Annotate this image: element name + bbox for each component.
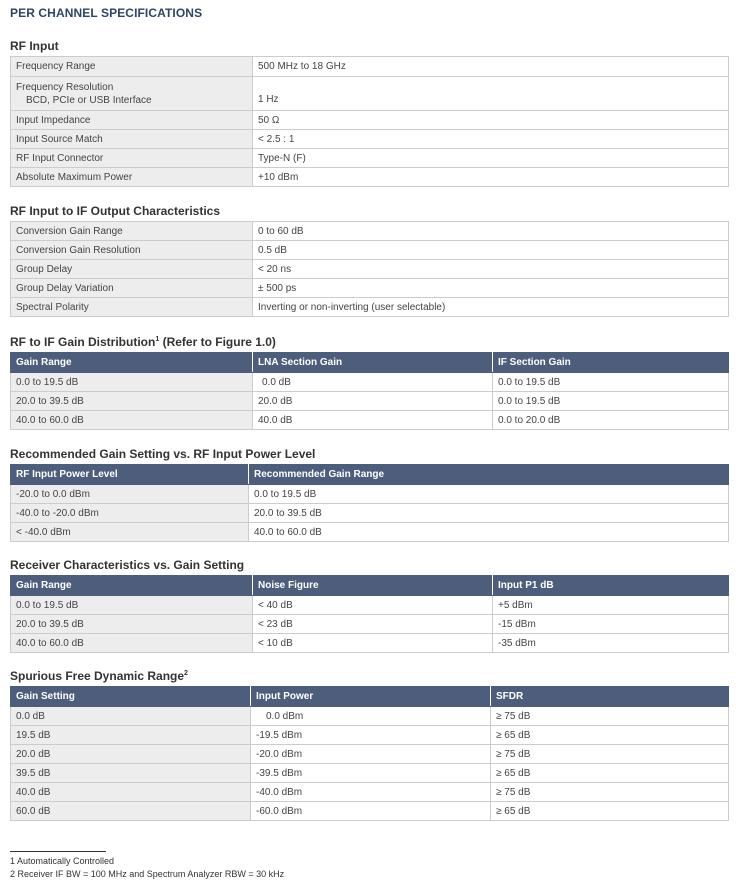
table-cell: 0.0 dB — [11, 707, 251, 726]
spec-value: 0 to 60 dB — [253, 222, 729, 241]
column-header: SFDR — [491, 687, 729, 707]
section-title-rf-if: RF Input to IF Output Characteristics — [10, 204, 221, 218]
table-row — [11, 485, 729, 504]
table-cell: ≥ 65 dB — [491, 764, 729, 783]
spec-label: Conversion Gain Range — [11, 222, 253, 241]
table-header-row — [11, 465, 729, 485]
table-cell: 40.0 to 60.0 dB — [249, 523, 729, 542]
spec-value: +10 dBm — [253, 168, 729, 187]
recommended-gain-table — [10, 464, 729, 542]
table-cell: < 10 dB — [253, 634, 493, 653]
gain-distribution-table — [10, 352, 729, 430]
table-cell: -19.5 dBm — [251, 726, 491, 745]
page-title: PER CHANNEL SPECIFICATIONS — [10, 6, 203, 20]
section-title-sfdr — [10, 669, 188, 683]
table-row — [11, 57, 729, 77]
spec-label: Absolute Maximum Power — [11, 168, 253, 187]
table-cell: -60.0 dBm — [251, 802, 491, 821]
table-row — [11, 764, 729, 783]
table-row — [11, 783, 729, 802]
rf-input-table — [10, 56, 729, 187]
table-row — [11, 298, 729, 317]
table-row — [11, 77, 729, 111]
table-cell: 20.0 to 39.5 dB — [11, 392, 253, 411]
spec-label: Conversion Gain Resolution — [11, 241, 253, 260]
spec-label: Group Delay Variation — [11, 279, 253, 298]
spec-label: RF Input Connector — [11, 149, 253, 168]
table-cell: ≥ 75 dB — [491, 707, 729, 726]
table-cell: 19.5 dB — [11, 726, 251, 745]
table-row — [11, 634, 729, 653]
gain-dist-title: RF to IF Gain Distribution — [10, 335, 156, 349]
spec-value: 1 Hz — [253, 77, 729, 111]
table-cell: 0.0 dBm — [251, 707, 491, 726]
spec-label-line2: BCD, PCIe or USB Interface — [26, 94, 152, 106]
footnote-2: 2 Receiver IF BW = 100 MHz and Spectrum Analyzer RBW = 30 kHz — [10, 869, 285, 879]
table-cell: 0.0 to 19.5 dB — [493, 373, 729, 392]
table-row — [11, 130, 729, 149]
table-cell: 0.0 dB — [253, 373, 493, 392]
table-header-row — [11, 576, 729, 596]
table-cell: ≥ 65 dB — [491, 802, 729, 821]
column-header: LNA Section Gain — [253, 353, 493, 373]
rf-if-table — [10, 221, 729, 317]
column-header: Gain Range — [11, 353, 253, 373]
table-cell: 0.0 to 19.5 dB — [493, 392, 729, 411]
table-cell: 40.0 dB — [11, 783, 251, 802]
table-cell: 60.0 dB — [11, 802, 251, 821]
table-row — [11, 222, 729, 241]
footnote-ref: 1 — [155, 336, 160, 343]
spec-label: Input Source Match — [11, 130, 253, 149]
table-header-row — [11, 687, 729, 707]
spec-label — [11, 77, 253, 111]
spec-value: ± 500 ps — [253, 279, 729, 298]
table-cell: < 23 dB — [253, 615, 493, 634]
sfdr-table — [10, 686, 729, 821]
footnote-divider — [10, 851, 106, 852]
table-cell: 0.0 to 19.5 dB — [11, 373, 253, 392]
column-header: Gain Setting — [11, 687, 251, 707]
table-row — [11, 726, 729, 745]
section-title-receiver: Receiver Characteristics vs. Gain Setting — [10, 558, 245, 572]
table-cell: < -40.0 dBm — [11, 523, 249, 542]
table-cell: -20.0 to 0.0 dBm — [11, 485, 249, 504]
spec-value: < 2.5 : 1 — [253, 130, 729, 149]
footnote-1: 1 Automatically Controlled — [10, 856, 115, 866]
section-title-rf-input: RF Input — [10, 39, 59, 53]
table-cell: -20.0 dBm — [251, 745, 491, 764]
table-cell: -35 dBm — [493, 634, 729, 653]
table-cell: -39.5 dBm — [251, 764, 491, 783]
column-header: Input P1 dB — [493, 576, 729, 596]
column-header: Recommended Gain Range — [249, 465, 729, 485]
table-header-row — [11, 353, 729, 373]
table-cell: -40.0 dBm — [251, 783, 491, 802]
table-row — [11, 504, 729, 523]
section-title-gain-distribution — [10, 335, 276, 349]
table-cell: -15 dBm — [493, 615, 729, 634]
spec-value: 50 Ω — [253, 111, 729, 130]
table-row — [11, 392, 729, 411]
table-row — [11, 168, 729, 187]
table-row — [11, 279, 729, 298]
table-cell: ≥ 75 dB — [491, 745, 729, 764]
footnote-ref: 2 — [184, 670, 188, 677]
table-cell: 40.0 to 60.0 dB — [11, 634, 253, 653]
table-cell: ≥ 65 dB — [491, 726, 729, 745]
table-row — [11, 596, 729, 615]
spec-value: < 20 ns — [253, 260, 729, 279]
table-row — [11, 523, 729, 542]
spec-label: Spectral Polarity — [11, 298, 253, 317]
column-header: Noise Figure — [253, 576, 493, 596]
spec-label: Group Delay — [11, 260, 253, 279]
spec-value: 0.5 dB — [253, 241, 729, 260]
table-row — [11, 241, 729, 260]
table-cell: 20.0 to 39.5 dB — [249, 504, 729, 523]
table-cell: 0.0 to 19.5 dB — [11, 596, 253, 615]
table-row — [11, 260, 729, 279]
table-row — [11, 802, 729, 821]
spec-label-line1: Frequency Resolution — [16, 81, 114, 93]
gain-dist-title-suffix: (Refer to Figure 1.0) — [162, 335, 276, 349]
table-cell: < 40 dB — [253, 596, 493, 615]
spec-label: Frequency Range — [11, 57, 253, 77]
table-row — [11, 111, 729, 130]
table-cell: ≥ 75 dB — [491, 783, 729, 802]
table-cell: 20.0 to 39.5 dB — [11, 615, 253, 634]
table-cell: 0.0 to 19.5 dB — [249, 485, 729, 504]
table-cell: 20.0 dB — [253, 392, 493, 411]
table-row — [11, 149, 729, 168]
table-row — [11, 411, 729, 430]
receiver-characteristics-table — [10, 575, 729, 653]
section-title-recommended: Recommended Gain Setting vs. RF Input Power Level — [10, 447, 316, 461]
table-cell: 0.0 to 20.0 dB — [493, 411, 729, 430]
table-row — [11, 615, 729, 634]
table-cell: -40.0 to -20.0 dBm — [11, 504, 249, 523]
table-row — [11, 373, 729, 392]
table-cell: 39.5 dB — [11, 764, 251, 783]
table-row — [11, 707, 729, 726]
spec-label: Input Impedance — [11, 111, 253, 130]
column-header: IF Section Gain — [493, 353, 729, 373]
spec-value: 500 MHz to 18 GHz — [253, 57, 729, 77]
spec-value: Type-N (F) — [253, 149, 729, 168]
table-cell: +5 dBm — [493, 596, 729, 615]
table-cell: 20.0 dB — [11, 745, 251, 764]
table-cell: 40.0 to 60.0 dB — [11, 411, 253, 430]
table-cell: 40.0 dB — [253, 411, 493, 430]
column-header: Gain Range — [11, 576, 253, 596]
column-header: RF Input Power Level — [11, 465, 249, 485]
column-header: Input Power — [251, 687, 491, 707]
table-row — [11, 745, 729, 764]
sfdr-title: Spurious Free Dynamic Range — [10, 669, 185, 683]
spec-value: Inverting or non-inverting (user selectable) — [253, 298, 729, 317]
